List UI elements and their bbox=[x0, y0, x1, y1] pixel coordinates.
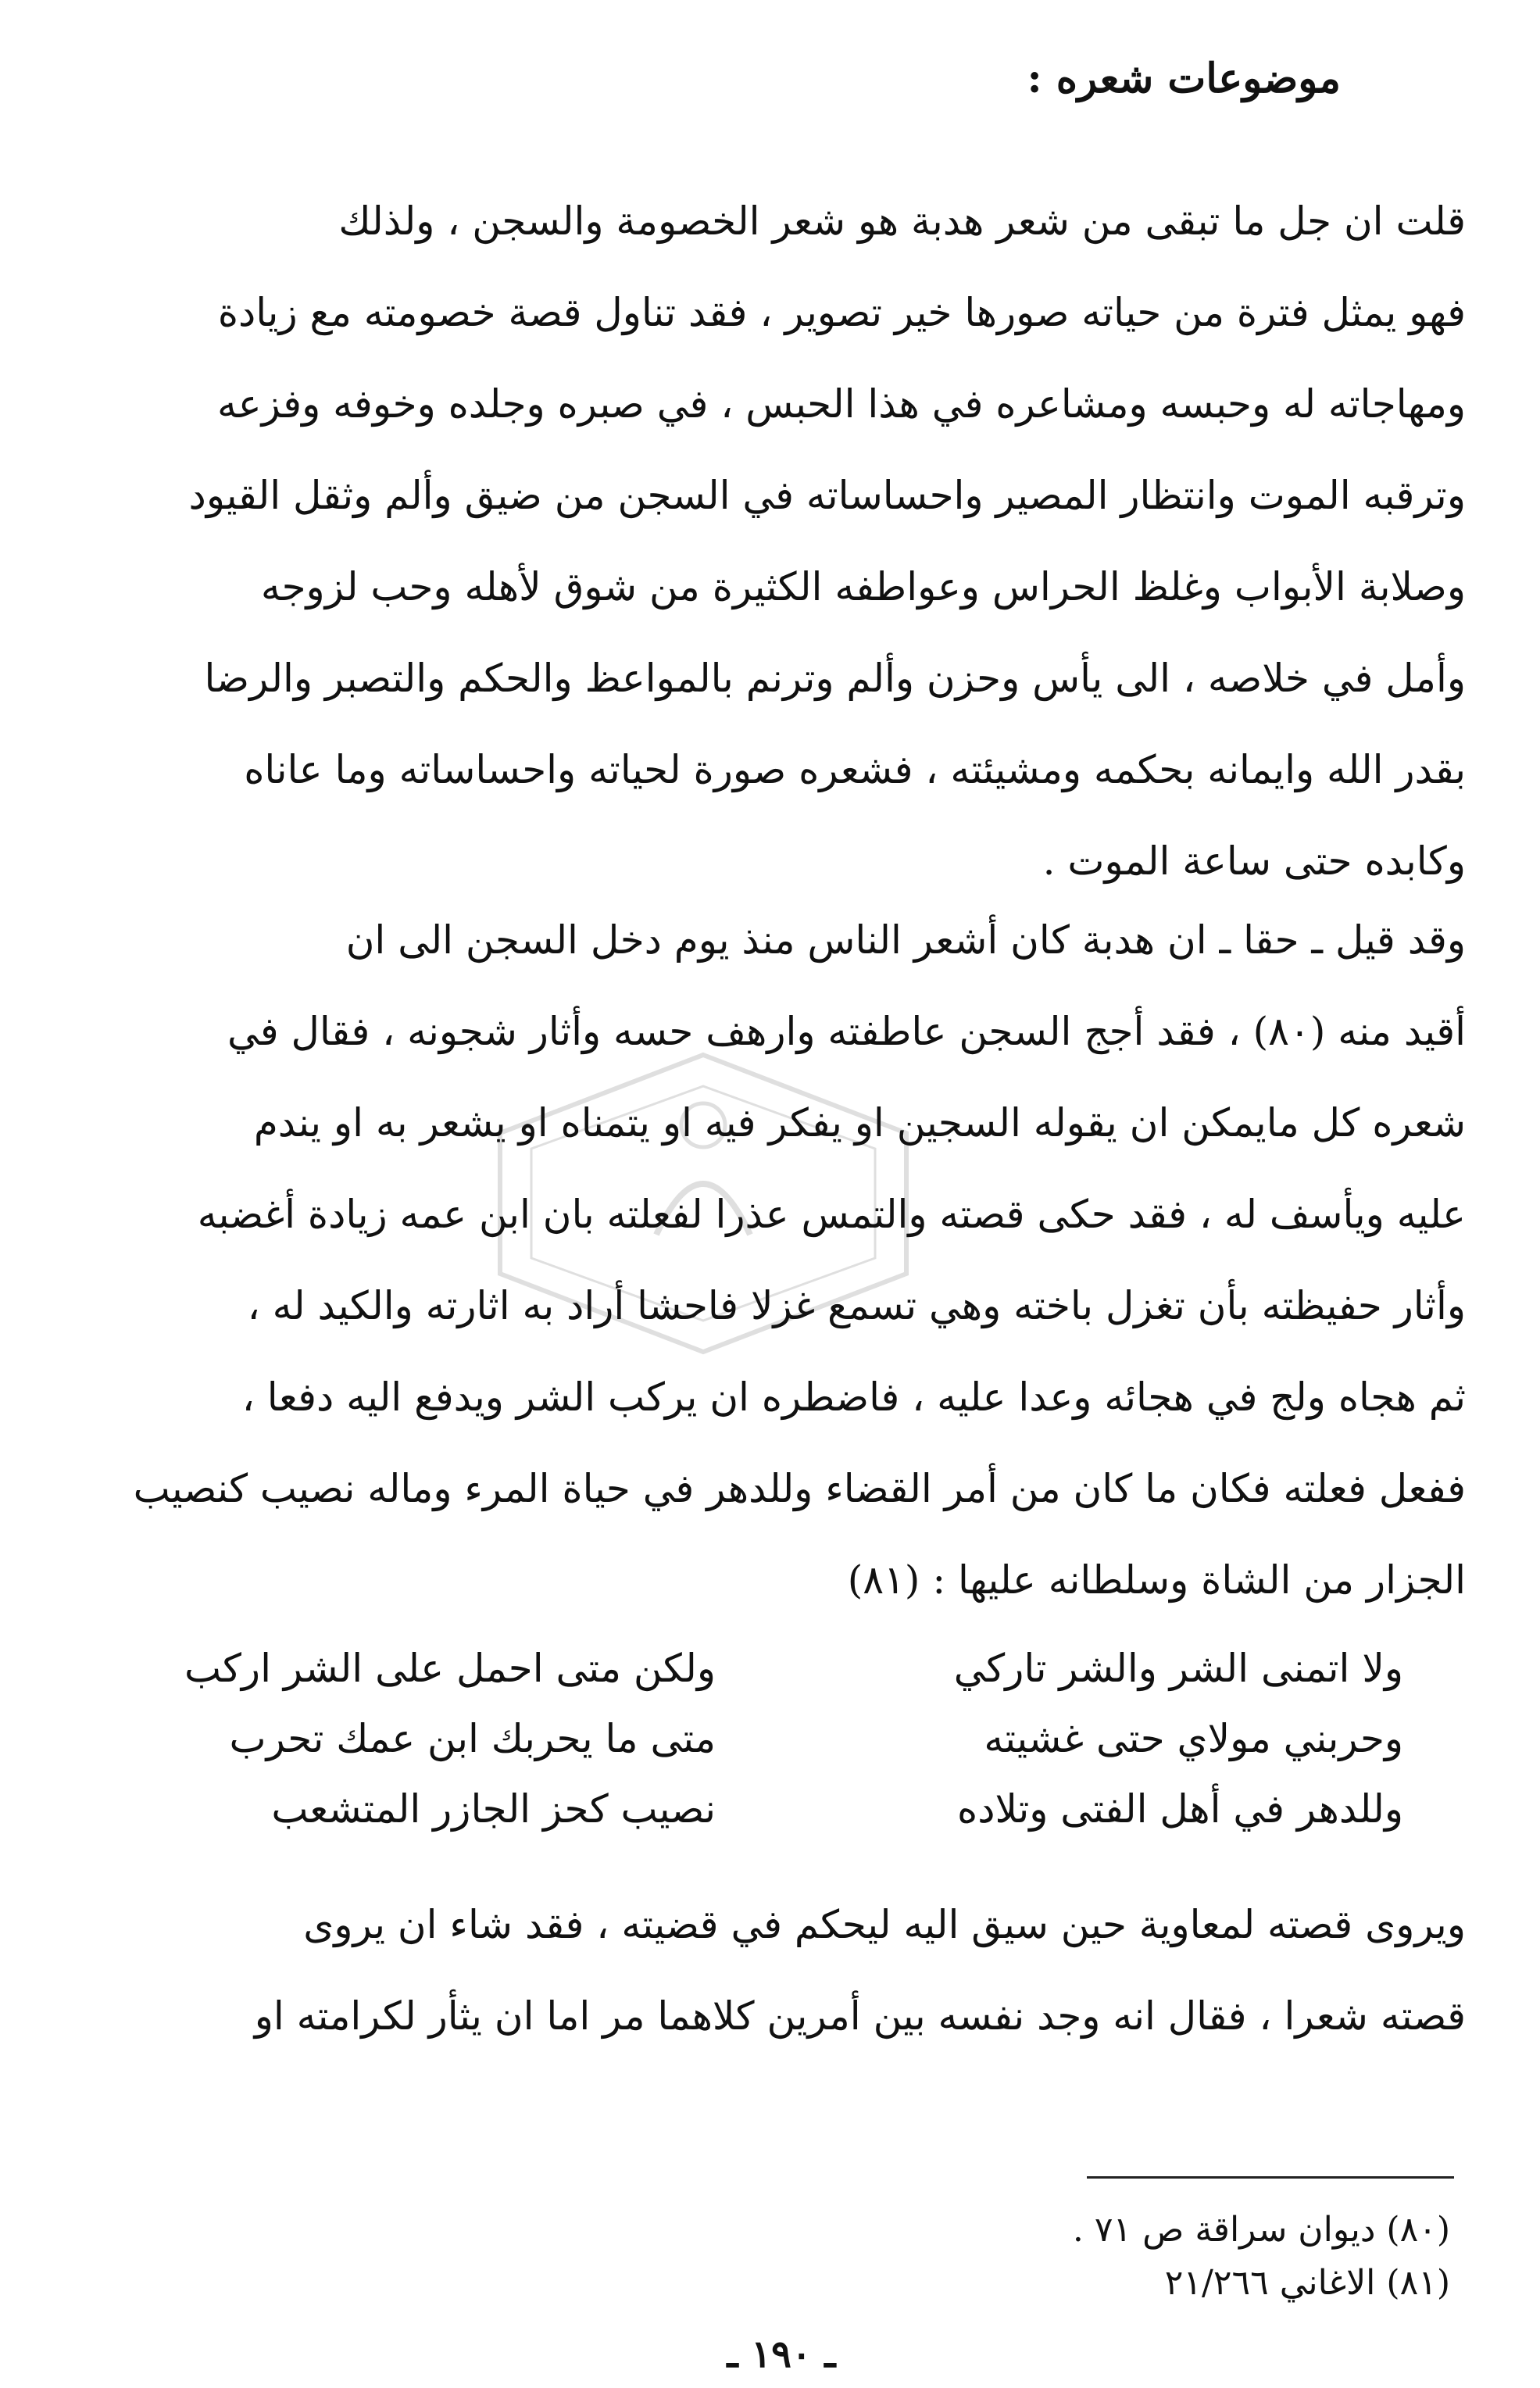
text-line: ومهاجاته له وحبسه ومشاعره في هذا الحبس ، في صبره وجلده وخوفه وفزعه bbox=[216, 381, 1466, 427]
text-line: ثم هجاه ولج في هجائه وعدا عليه ، فاضطره ان يركب الشر ويدفع اليه دفعا ، bbox=[241, 1375, 1466, 1420]
poem-first-hemistich: وللدهر في أهل الفتى وتلاده bbox=[957, 1786, 1403, 1832]
text-line: فهو يمثل فترة من حياته صورها خير تصوير ، فقد تناول قصة خصومته مع زيادة bbox=[217, 290, 1466, 335]
poem-verse bbox=[59, 1633, 1466, 1703]
text-line: قلت ان جل ما تبقى من شعر هدبة هو شعر الخصومة والسجن ، ولذلك bbox=[338, 198, 1466, 244]
text-line: أقيد منه (٨٠) ، فقد أجج السجن عاطفته وارهف حسه وأثار شجونه ، فقال في bbox=[227, 1009, 1466, 1054]
text-line: عليه ويأسف له ، فقد حكى قصته والتمس عذرا لفعلته بان ابن عمه زيادة أغضبه bbox=[197, 1192, 1466, 1237]
text-line: وكابده حتى ساعة الموت . bbox=[1042, 838, 1466, 884]
page-number: ـ ١٩٠ ـ bbox=[727, 2333, 836, 2376]
text-line: قصته شعرا ، فقال انه وجد نفسه بين أمرين كلاهما مر اما ان يثأر لكرامته او bbox=[254, 1993, 1466, 2039]
text-line: وأثار حفيظته بأن تغزل باخته وهي تسمع غزلا فاحشا أراد به اثارته والكيد له ، bbox=[247, 1283, 1466, 1328]
text-line: ويروى قصته لمعاوية حين سيق اليه ليحكم في قضيته ، فقد شاء ان يروى bbox=[303, 1902, 1466, 1947]
footnote: (٨٠) ديوان سراقة ص ٧١ . bbox=[1072, 2210, 1450, 2250]
text-line: الجزار من الشاة وسلطانه عليها : (٨١) bbox=[847, 1557, 1466, 1603]
paragraph-1 bbox=[59, 176, 1466, 907]
poem-first-hemistich: ولا اتمنى الشر والشر تاركي bbox=[953, 1646, 1403, 1691]
paragraph-3 bbox=[59, 1879, 1466, 2062]
poem-second-hemistich: متى ما يحربك ابن عمك تحرب bbox=[229, 1716, 716, 1761]
paragraph-2 bbox=[59, 895, 1466, 1626]
footnotes bbox=[1073, 2204, 1450, 2310]
poem-first-hemistich: وحربني مولاي حتى غشيته bbox=[984, 1716, 1403, 1761]
text-line: بقدر الله وايمانه بحكمه ومشيئته ، فشعره صورة لحياته واحساساته وما عاناه bbox=[244, 747, 1466, 792]
footnote-divider bbox=[1087, 2176, 1454, 2179]
text-line: شعره كل مايمكن ان يقوله السجين او يفكر فيه او يتمناه او يشعر به او يندم bbox=[253, 1100, 1466, 1146]
poem-second-hemistich: نصيب كحز الجازر المتشعب bbox=[271, 1786, 716, 1832]
footnote: (٨١) الاغاني ٢١/٢٦٦ bbox=[1164, 2263, 1450, 2303]
poem-verse bbox=[59, 1703, 1466, 1774]
text-line: وقد قيل ـ حقا ـ ان هدبة كان أشعر الناس منذ يوم دخل السجن الى ان bbox=[345, 917, 1466, 963]
text-line: وأمل في خلاصه ، الى يأس وحزن وألم وترنم بالمواعظ والحكم والتصبر والرضا bbox=[204, 656, 1466, 701]
text-line: وترقبه الموت وانتظار المصير واحساساته في السجن من ضيق وألم وثقل القيود bbox=[188, 473, 1466, 518]
section-heading: موضوعات شعره : bbox=[1027, 55, 1341, 102]
text-line: وصلابة الأبواب وغلظ الحراس وعواطفه الكثيرة من شوق لأهله وحب لزوجه bbox=[260, 564, 1466, 610]
poem-verse bbox=[59, 1774, 1466, 1844]
text-line: ففعل فعلته فكان ما كان من أمر القضاء وللدهر في حياة المرء وماله نصيب كنصيب bbox=[133, 1466, 1466, 1511]
poem-second-hemistich: ولكن متى احمل على الشر اركب bbox=[184, 1646, 716, 1691]
poem-block bbox=[59, 1633, 1466, 1844]
